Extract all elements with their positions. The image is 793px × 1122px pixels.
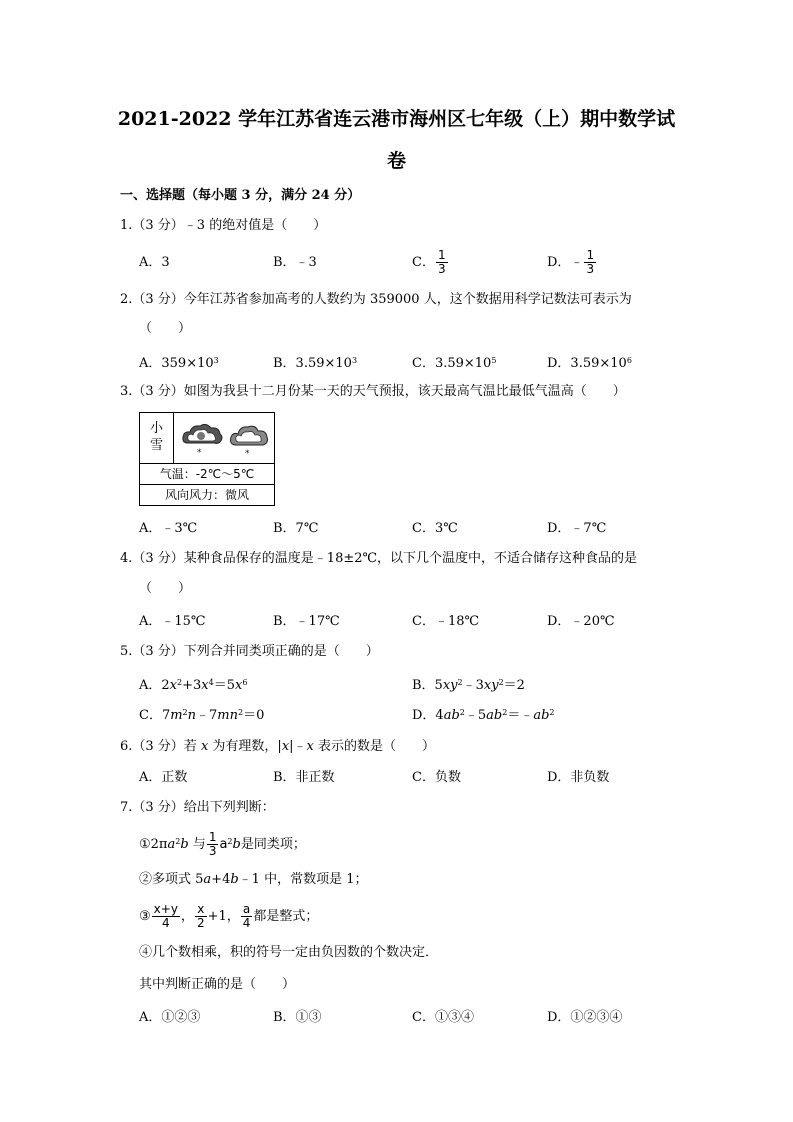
q7-s3-fraction-3: $\frac{a}{4}$ [242, 902, 251, 930]
q7-statement-1: $①2\pi a^2b$ 与 $\frac{1}{3}$ $a^2b$是同类项； [139, 830, 306, 858]
q1-option-c-fraction [436, 249, 448, 276]
weather-forecast-table [139, 412, 275, 506]
q3-option-b: B．7℃ [273, 521, 319, 536]
q7-s2-end: ﹣1 中，常数项是 1； [238, 872, 368, 887]
q1-c-denominator: 3 [437, 262, 446, 276]
exam-title-line1: 2021-2022 学年江苏省连云港市海州区七年级（上）期中数学试 [117, 108, 676, 130]
weather-temperature: 气温：-2℃～5℃ [140, 464, 274, 485]
q3-option-d: D．﹣7℃ [547, 521, 607, 536]
q2-option-c [412, 356, 496, 372]
q2-c-exponent: 5 [491, 356, 497, 365]
q2-b-exponent: 3 [351, 356, 358, 365]
exam-title-line2: 卷 [386, 150, 406, 172]
weather-icon-row [140, 413, 274, 464]
svg-text:*: * [197, 448, 202, 458]
q7-statement-3: ③ $\frac{x+y}{4}$ ， $\frac{x}{2}$ +1， $\frac{a}{4}$ 都是整式； [139, 902, 319, 930]
q7-option-a: A．①②③ [139, 1010, 201, 1025]
q7-s3-fraction-1: $\frac{x+y}{4}$ [153, 902, 178, 930]
snow-cloud-icon [228, 421, 270, 459]
q7-statement-4: ④几个数相乘，积的符号一定由负因数的个数决定． [139, 945, 439, 960]
q2-b-base: B．3.59×10 [273, 356, 352, 371]
q5-option-c: C．$7m^2n﹣7mn^2=0$ [139, 708, 265, 723]
q1-d-numerator: 1 [586, 248, 595, 262]
q6-stem-mid: 为有理数，| [208, 739, 282, 754]
q6-stem [120, 739, 435, 755]
q7-option-d: D．①②③④ [547, 1010, 623, 1025]
q7-statement-2: ②多项式 5a+4b﹣1 中，常数项是 1； [139, 872, 368, 887]
q1-option-c-label: C． [412, 255, 435, 270]
q6-option-c: C．负数 [412, 770, 461, 785]
q2-c-base: C．3.59×10 [412, 356, 492, 371]
q2-paren: （ ） [139, 321, 192, 336]
q7-s2-prefix: ②多项式 5 [139, 872, 204, 887]
q1-c-numerator: 1 [437, 248, 446, 262]
q6-stem-prefix: 6.（3 分）若 [120, 739, 201, 754]
weather-type-cell [140, 413, 174, 463]
q2-d-base: D．3.59×10 [547, 356, 627, 371]
q1-option-a: A．3 [139, 255, 170, 270]
q1-option-c [412, 246, 449, 280]
q4-paren: （ ） [139, 581, 192, 596]
q6-option-a: A．正数 [139, 770, 188, 785]
q6-option-b: B．非正数 [273, 770, 335, 785]
q7-ask: 其中判断正确的是（ ） [139, 977, 296, 992]
q2-stem: 2.（3 分）今年江苏省参加高考的人数约为 359000 人，这个数据用科学记数法可表示为 [120, 292, 632, 307]
q1-option-b: B．﹣3 [273, 255, 317, 270]
q2-a-base: A．359×10 [139, 356, 214, 371]
q7-option-b: B．①③ [273, 1010, 322, 1025]
weather-type-line1: 小 [149, 421, 163, 436]
q4-option-a: A．﹣15℃ [139, 614, 206, 629]
q6-option-d: D．非负数 [547, 770, 610, 785]
q4-stem: 4.（3 分）某种食品保存的温度是﹣18±2℃，以下几个温度中，不适合储存这种食品的是 [120, 551, 638, 566]
q4-option-c: C．﹣18℃ [412, 614, 480, 629]
weather-type-line2: 雪 [149, 438, 163, 453]
q1-stem: 1.（3 分）﹣3 的绝对值是（ ） [120, 218, 327, 233]
q7-stem: 7.（3 分）给出下列判断： [120, 800, 275, 815]
q7-s3-fraction-2: $\frac{x}{2}$ [196, 902, 205, 930]
q2-a-exponent: 3 [213, 356, 219, 365]
q1-option-d [547, 246, 597, 280]
q7-option-c: C．①③④ [412, 1010, 474, 1025]
weather-wind: 风向风力：微风 [164, 488, 249, 502]
q1-d-denominator: 3 [586, 262, 595, 276]
q6-abs-x: x [281, 739, 290, 754]
q5-option-a: A．$2x^2+3x^4=5x^6$ [139, 678, 248, 693]
q5-option-b: B．$5xy^2﹣3xy^2=2$ [412, 678, 525, 693]
q2-option-b [273, 356, 357, 372]
q2-option-d [547, 356, 632, 372]
q6-var-x: x [200, 739, 209, 754]
q3-option-c: C．3℃ [412, 521, 458, 536]
q3-stem: 3.（3 分）如图为我县十二月份某一天的天气预报，该天最高气温比最低气温高（ ） [120, 384, 626, 399]
q6-var-x2: x [306, 739, 314, 754]
q6-stem-mid2: |﹣ [289, 739, 307, 754]
q7-s3-suffix: 都是整式； [253, 909, 319, 924]
q4-option-b: B．﹣17℃ [273, 614, 340, 629]
q5-stem: 5.（3 分）下列合并同类项正确的是（ ） [120, 644, 379, 659]
q3-option-a: A．﹣3℃ [139, 521, 198, 536]
q7-s1-fraction: $\frac{1}{3}$ [208, 830, 217, 858]
q1-option-d-label: D．﹣ [547, 255, 584, 270]
section-heading: 一、选择题（每小题 3 分，满分 24 分） [120, 188, 361, 203]
svg-text:*: * [245, 449, 250, 459]
snow-cloud-icon [180, 421, 224, 459]
q6-stem-suffix: 表示的数是（ ） [313, 739, 436, 754]
q5-option-d: D．$4ab^2﹣5ab^2=﹣ab^2$ [412, 708, 555, 723]
q2-option-a [139, 356, 219, 372]
q4-option-d: D．﹣20℃ [547, 614, 615, 629]
q7-s1-suffix: 是同类项； [240, 837, 306, 852]
q2-d-exponent: 6 [626, 356, 632, 365]
q1-option-d-fraction [584, 249, 596, 276]
